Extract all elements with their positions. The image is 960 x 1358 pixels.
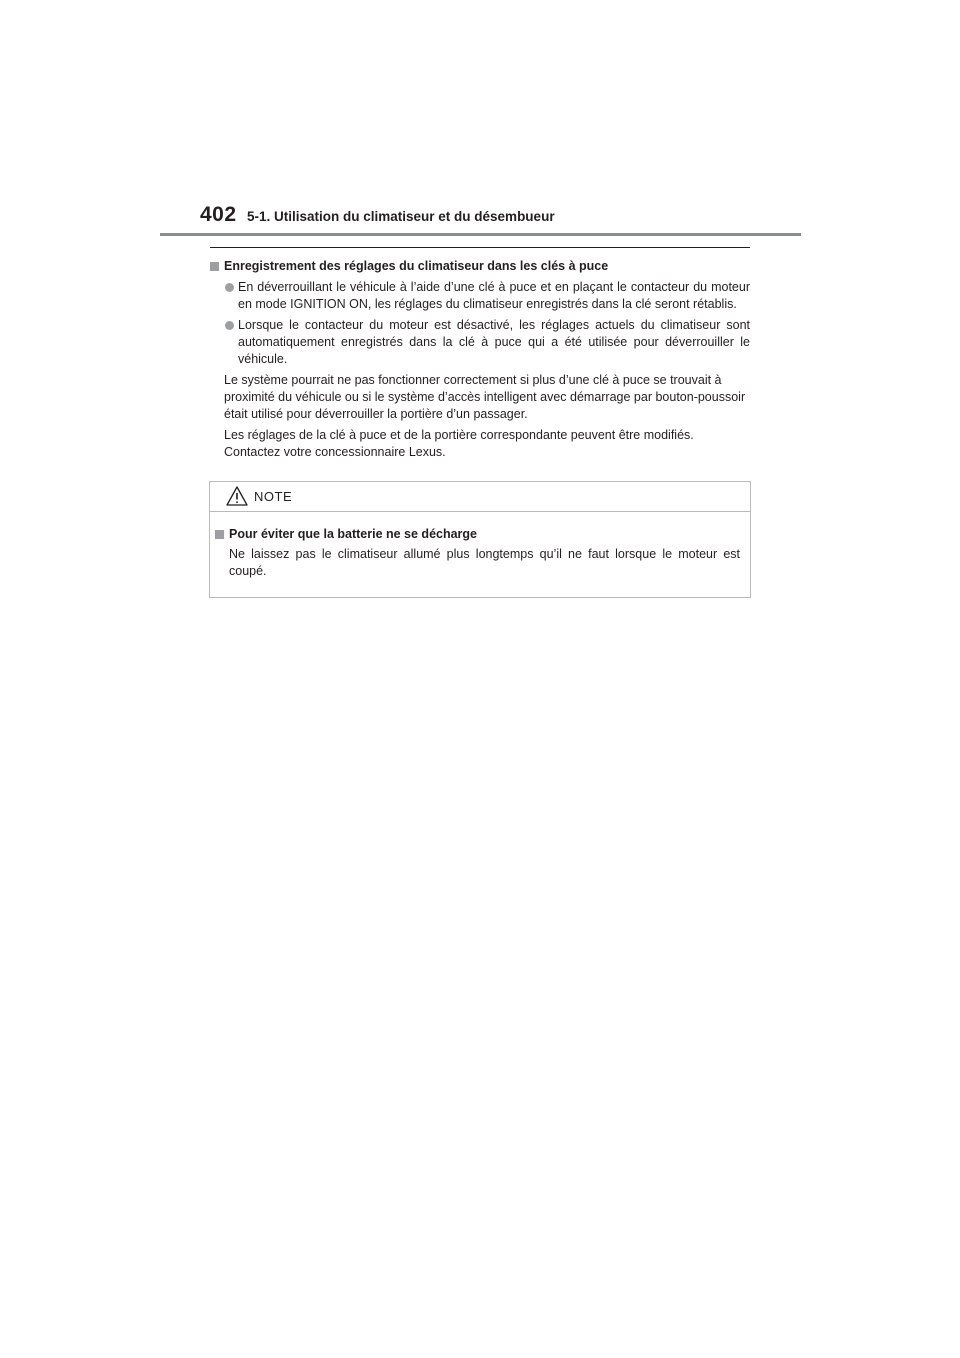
note-header — [210, 482, 750, 512]
main-content — [210, 258, 750, 465]
paragraph: Le système pourrait ne pas fonctionner correctement si plus d’une clé à puce se trouvait à proximité du véhicule ou si le système d’accès intelligent avec démarrage par bouton-poussoir était utilisé pour déverrouiller la portière d’un passager. — [224, 373, 746, 421]
note-body — [210, 512, 750, 580]
bullet-item — [210, 279, 750, 313]
note-heading — [215, 526, 740, 543]
section-heading-text: Enregistrement des réglages du climatiseur dans les clés à puce — [224, 259, 609, 273]
square-bullet-icon — [210, 262, 219, 271]
note-heading-text: Pour éviter que la batterie ne se décharge — [229, 527, 478, 541]
round-bullet-icon — [225, 321, 234, 330]
warning-triangle-icon — [226, 486, 248, 506]
note-text: Ne laissez pas le climatiseur allumé plus longtemps qu’il ne faut lorsque le moteur est coupé. — [229, 547, 740, 578]
section-title: 5-1. Utilisation du climatiseur et du désembueur — [247, 209, 555, 224]
section-heading — [210, 258, 750, 275]
round-bullet-icon — [225, 283, 234, 292]
page-number: 402 — [200, 203, 237, 226]
bullet-item — [210, 317, 750, 368]
header-rule — [160, 233, 801, 236]
bullet-text: Lorsque le contacteur du moteur est désactivé, les réglages actuels du climatiseur sont automatiquement enregistrés dans la clé à puce qui a été utilisée pour déverrouiller le véhicule. — [238, 318, 750, 366]
bullet-text: En déverrouillant le véhicule à l’aide d’une clé à puce et en plaçant le contacteur du moteur en mode IGNITION ON, les réglages du climatiseur enregistrés dans la clé seront rétablis. — [238, 280, 750, 311]
note-box — [209, 481, 751, 598]
content-top-rule — [210, 247, 750, 248]
paragraph: Les réglages de la clé à puce et de la portière correspondante peuvent être modifiés. Contactez votre concessionnaire Lexus. — [224, 428, 694, 459]
note-title: NOTE — [254, 489, 293, 504]
square-bullet-icon — [215, 530, 224, 539]
